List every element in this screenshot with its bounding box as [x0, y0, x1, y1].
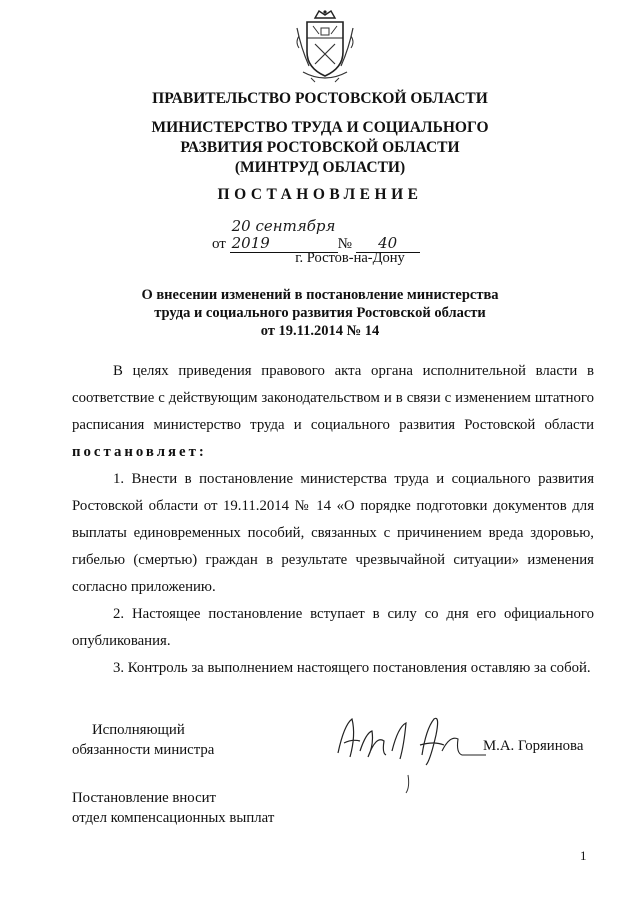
- page-number: 1: [580, 848, 587, 863]
- date-field: [230, 218, 338, 253]
- submitted-by-line: Постановление вносит: [72, 790, 217, 806]
- ministry-heading: [0, 118, 640, 178]
- number-sign: №: [337, 236, 352, 252]
- government-heading: ПРАВИТЕЛЬСТВО РОСТОВСКОЙ ОБЛАСТИ: [152, 90, 488, 107]
- ministry-line: (МИНТРУД ОБЛАСТИ): [234, 159, 406, 176]
- item-paragraph-2: 2. Настоящее постановление вступает в силу со дня его официального опубликования.: [72, 606, 594, 649]
- signatory-name: М.А. Горяинова: [483, 738, 584, 754]
- subject-line: труда и социального развития Ростовской области: [154, 305, 486, 321]
- ministry-line: РАЗВИТИЯ РОСТОВСКОЙ ОБЛАСТИ: [180, 139, 460, 156]
- submitted-by-line: отдел компенсационных выплат: [72, 810, 275, 826]
- intro-paragraph: [72, 358, 594, 466]
- handwritten-date: 20 сентября 2019: [231, 217, 336, 252]
- subject-line: от 19.11.2014 № 14: [260, 323, 380, 339]
- city-line: г. Ростов-на-Дону: [295, 250, 405, 266]
- date-prefix: от: [212, 236, 226, 252]
- date-number-line: [212, 218, 420, 253]
- ministry-line: МИНИСТЕРСТВО ТРУДА И СОЦИАЛЬНОГО: [151, 119, 489, 136]
- intro-text: В целях приведения правового акта органа исполнительной власти в соответствие с действующим законодательством и в связи с изменением штатного расписания министерство труда и социального развития Ростовской области: [72, 363, 594, 433]
- subject-heading: [0, 286, 640, 340]
- submitted-by-note: [72, 788, 274, 828]
- handwritten-signature: [330, 705, 490, 795]
- intro-keyword: постановляет:: [72, 444, 207, 460]
- document-body: [72, 358, 594, 682]
- subject-line: О внесении изменений в постановление министерства: [141, 287, 499, 303]
- item-paragraph-1: 1. Внести в постановление министерства труда и социального развития Ростовской области от 19.11.2014 № 14 «О порядке подготовки документов для выплаты единовременных пособий, связанных с причинением вреда здоровью, гибелью (смертью) граждан в результате чрезвычайной ситуации» изменения согласно приложению.: [72, 471, 594, 595]
- coat-of-arms-emblem: [293, 8, 357, 84]
- signatory-title-line: Исполняющий: [92, 722, 185, 738]
- document-type-heading: ПОСТАНОВЛЕНИЕ: [217, 186, 423, 203]
- signatory-title-line: обязанности министра: [72, 742, 215, 758]
- signatory-title: [72, 720, 214, 760]
- item-paragraph-3: 3. Контроль за выполнением настоящего постановления оставляю за собой.: [113, 660, 591, 676]
- handwritten-number: 40: [378, 234, 398, 252]
